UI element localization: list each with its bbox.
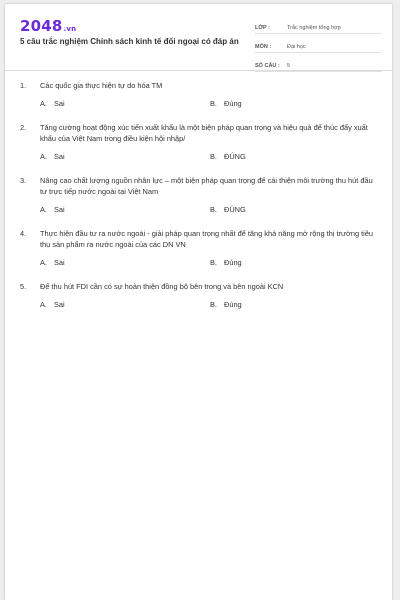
question-text: Nâng cao chất lượng nguồn nhân lực – một biện pháp quan trọng để cải thiện môi trường thu hút đầu tư trực tiếp nước ngoài tại Việt Nam xyxy=(40,176,373,196)
answer-text: Đúng xyxy=(224,300,242,309)
answer-letter: A. xyxy=(40,258,47,267)
answer-option-b[interactable] xyxy=(210,205,380,214)
question-text: Để thu hút FDI cần có sự hoàn thiện đồng bộ bên trong và bên ngoài KCN xyxy=(40,282,284,291)
question-stem xyxy=(20,122,380,144)
answer-text: Sai xyxy=(54,205,65,214)
answer-option-b[interactable] xyxy=(210,99,380,108)
question-5 xyxy=(20,281,380,309)
answer-option-b[interactable] xyxy=(210,300,380,309)
header-divider xyxy=(5,70,392,71)
answer-letter: A. xyxy=(40,152,47,161)
answer-letter: B. xyxy=(210,152,217,161)
answer-option-b[interactable] xyxy=(210,152,380,161)
meta-label: MÔN : xyxy=(255,44,272,50)
answer-options xyxy=(20,205,380,214)
answer-text: Sai xyxy=(54,258,65,267)
answer-text: Đúng xyxy=(224,99,242,108)
logo-text: 2048 xyxy=(20,17,63,35)
document-sheet xyxy=(5,4,392,600)
answer-option-a[interactable] xyxy=(40,258,210,267)
question-text: Thực hiện đầu tư ra nước ngoài - giải pháp quan trọng nhất để tăng khả năng mở rộng thị trường tiêu thụ sản phẩm ra nước ngoài của các DN VN xyxy=(40,229,374,249)
meta-value: Đại học xyxy=(287,44,306,50)
question-text: Các quốc gia thực hiện tự do hóa TM xyxy=(40,81,163,90)
question-stem xyxy=(20,175,380,197)
answer-letter: B. xyxy=(210,300,217,309)
answer-option-b[interactable] xyxy=(210,258,380,267)
answer-letter: A. xyxy=(40,99,47,108)
answer-text: Sai xyxy=(54,300,65,309)
answer-option-a[interactable] xyxy=(40,205,210,214)
answer-option-a[interactable] xyxy=(40,152,210,161)
question-stem xyxy=(20,228,380,250)
answer-options xyxy=(20,99,380,108)
question-stem xyxy=(20,80,380,91)
answer-letter: B. xyxy=(210,258,217,267)
answer-text: Đúng xyxy=(224,258,242,267)
answer-options xyxy=(20,300,380,309)
question-number: 2. xyxy=(20,123,27,132)
answer-letter: A. xyxy=(40,300,47,309)
answer-letter: A. xyxy=(40,205,47,214)
question-stem xyxy=(20,281,380,292)
answer-text: ĐÚNG xyxy=(224,205,246,214)
question-number: 4. xyxy=(20,229,27,238)
answer-text: Sai xyxy=(54,152,65,161)
meta-value: 5 xyxy=(287,63,291,69)
question-list xyxy=(20,80,380,309)
question-number: 3. xyxy=(20,176,27,185)
answer-options xyxy=(20,152,380,161)
question-1 xyxy=(20,80,380,108)
site-logo[interactable] xyxy=(20,17,76,35)
meta-row-subject xyxy=(255,37,382,53)
question-number: 5. xyxy=(20,282,27,291)
page-title: 5 câu trắc nghiệm Chính sách kinh tế đối ngoại có đáp án xyxy=(20,37,239,46)
meta-value: Trắc nghiệm tổng hợp xyxy=(287,25,341,31)
header xyxy=(5,4,392,70)
question-text: Tăng cường hoạt động xúc tiến xuất khẩu là một biện pháp quan trọng và hiệu quả để thúc đẩy xuất khẩu của Việt Nam trong điều kiện hội nhập/ xyxy=(40,123,368,143)
question-3 xyxy=(20,175,380,214)
answer-options xyxy=(20,258,380,267)
answer-text: ĐÚNG xyxy=(224,152,246,161)
meta-label: LỚP : xyxy=(255,25,270,31)
answer-letter: B. xyxy=(210,99,217,108)
question-2 xyxy=(20,122,380,161)
meta-info xyxy=(255,18,382,75)
meta-label: SỐ CÂU : xyxy=(255,63,280,69)
answer-option-a[interactable] xyxy=(40,99,210,108)
answer-letter: B. xyxy=(210,205,217,214)
logo-tld: .vn xyxy=(63,25,77,33)
answer-text: Sai xyxy=(54,99,65,108)
answer-option-a[interactable] xyxy=(40,300,210,309)
question-number: 1. xyxy=(20,81,27,90)
meta-row-class xyxy=(255,18,382,34)
question-4 xyxy=(20,228,380,267)
